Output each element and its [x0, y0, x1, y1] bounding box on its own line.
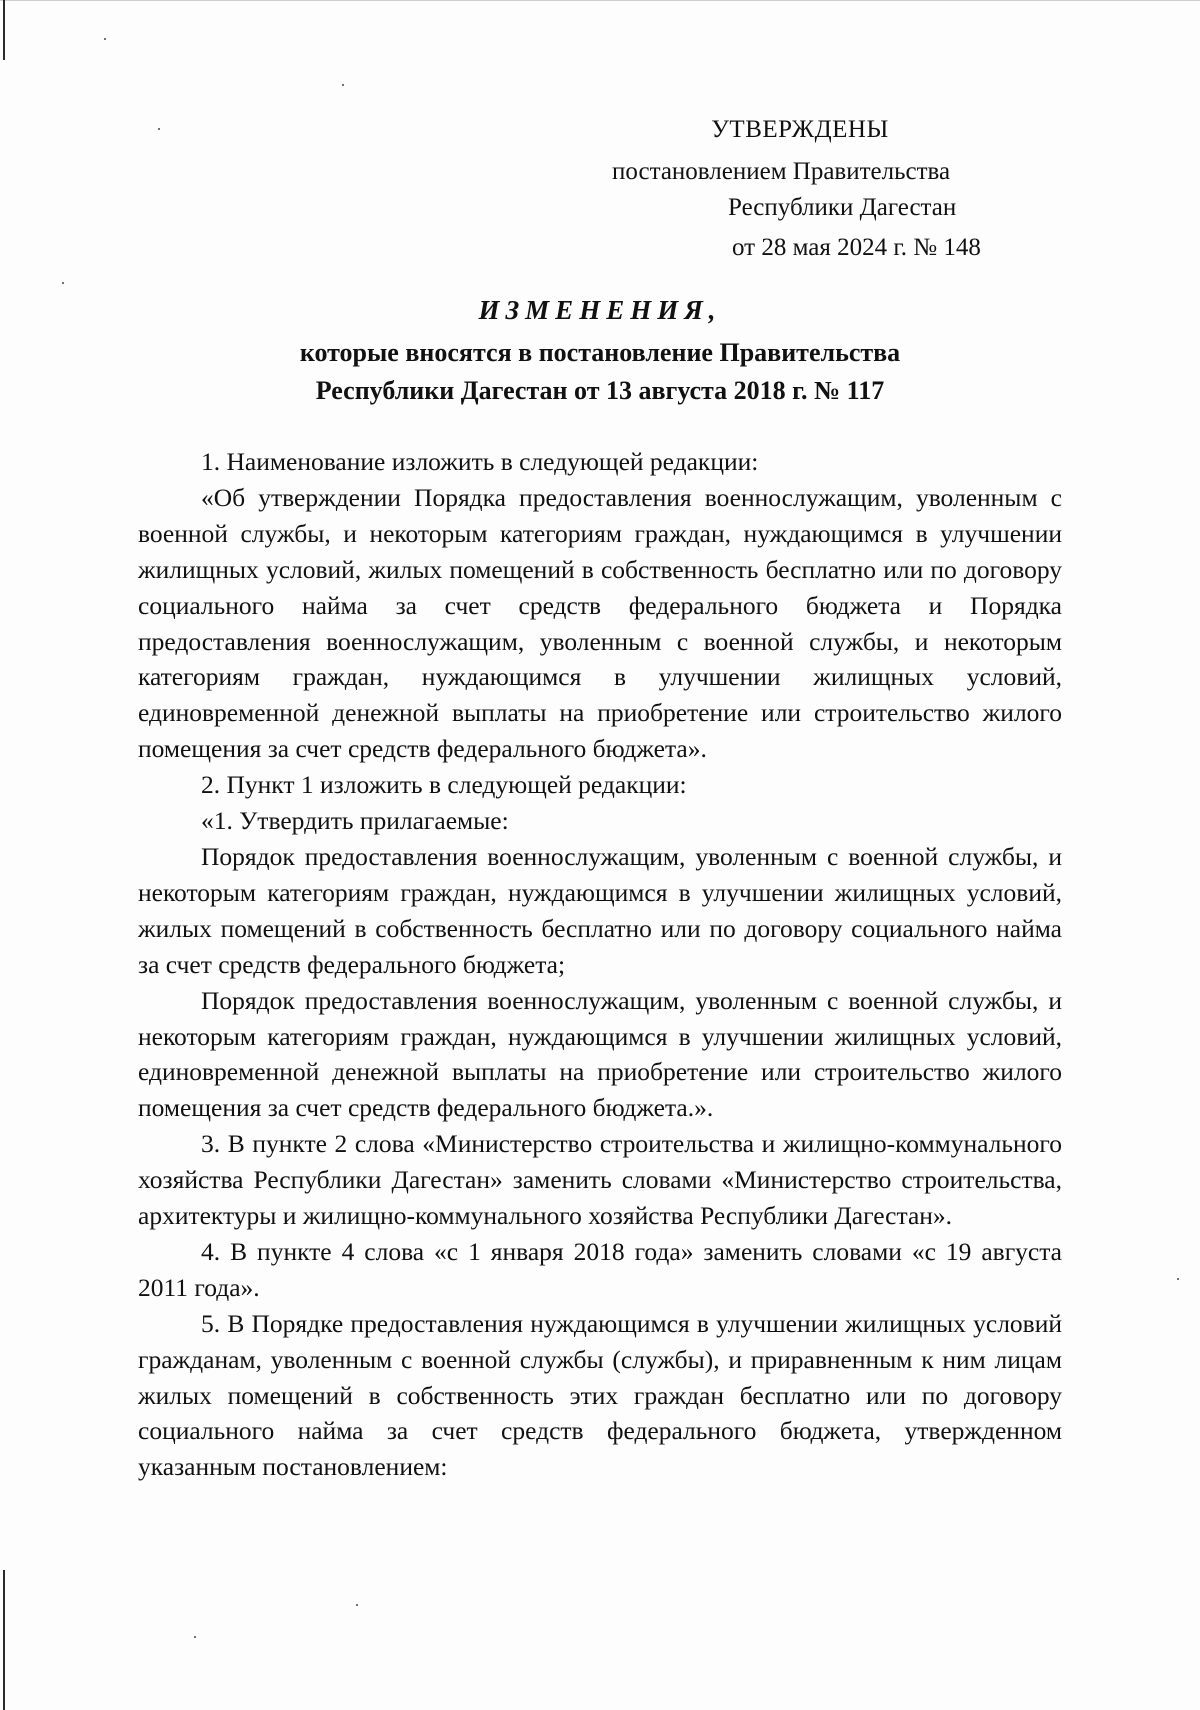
scan-left-edge-bottom — [3, 1570, 5, 1710]
approval-line-1: постановлением Правительства — [612, 158, 951, 185]
scan-left-edge-top — [3, 0, 5, 60]
approval-line-3: от 28 мая 2024 г. № 148 — [732, 234, 981, 261]
scan-speck — [1177, 1278, 1179, 1280]
scan-top-border — [0, 0, 1200, 1]
document-body — [138, 444, 1062, 1485]
paragraph-3: 2. Пункт 1 изложить в следующей редакции: — [201, 770, 687, 800]
document-heading — [160, 292, 1040, 410]
paragraph-6: Порядок предоставления военнослужащим, уволенным с военной службы, и некоторым категориям граждан, нуждающимся в улучшении жилищных условий, единовременной денежной выплаты на приобретение или строительство жилого помещения за счет средств федерального бюджета.». — [138, 985, 1062, 1123]
approval-title: УТВЕРЖДЕНЫ — [711, 116, 889, 143]
document-subtitle-line-2: Республики Дагестан от 13 августа 2018 г. № 117 — [315, 376, 885, 405]
scan-speck — [342, 84, 344, 86]
scan-speck — [62, 282, 64, 284]
scan-speck — [194, 1636, 196, 1638]
paragraph-7: 3. В пункте 2 слова «Министерство строительства и жилищно-коммунального хозяйства Республики Дагестан» заменить словами «Министерство строительства, архитектуры и жилищно-коммунального хозяйства Республики Дагестан». — [138, 1129, 1062, 1231]
document-title: ИЗМЕНЕНИЯ, — [478, 295, 722, 325]
document-subtitle-line-1: которые вносятся в постановление Правительства — [299, 338, 901, 367]
approval-line-2: Республики Дагестан — [728, 194, 957, 221]
paragraph-4: «1. Утвердить прилагаемые: — [201, 806, 509, 836]
paragraph-5: Порядок предоставления военнослужащим, уволенным с военной службы, и некоторым категориям граждан, нуждающимся в улучшении жилищных условий, жилых помещений в собственность бесплатно или по договору социального найма за счет средств федерального бюджета; — [138, 841, 1062, 979]
paragraph-2: «Об утверждении Порядка предоставления военнослужащим, уволенным с военной службы, и некоторым категориям граждан, нуждающимся в улучшении жилищных условий, жилых помещений в собственность бесплатно или по договору социального найма за счет средств федерального бюджета и Порядка предоставления военнослужащим, уволенным с военной службы, и некоторым категориям граждан, нуждающимся в улучшении жилищных условий, единовременной денежной выплаты на приобретение или строительство жилого помещения за счет средств федерального бюджета». — [138, 482, 1062, 764]
scan-speck — [104, 38, 106, 40]
paragraph-1: 1. Наименование изложить в следующей редакции: — [201, 447, 759, 476]
scan-speck — [158, 128, 160, 130]
paragraph-9: 5. В Порядке предоставления нуждающимся в улучшении жилищных условий гражданам, уволенным с военной службы (службы), и приравненным к ним лицам жилых помещений в собственность этих граждан бесплатно или по договору социального найма за счет средств федерального бюджета, утвержденном указанным постановлением: — [138, 1308, 1062, 1482]
paragraph-8: 4. В пункте 4 слова «с 1 января 2018 года» заменить словами «с 19 августа 2011 года». — [138, 1236, 1062, 1302]
scan-speck — [356, 1604, 358, 1606]
